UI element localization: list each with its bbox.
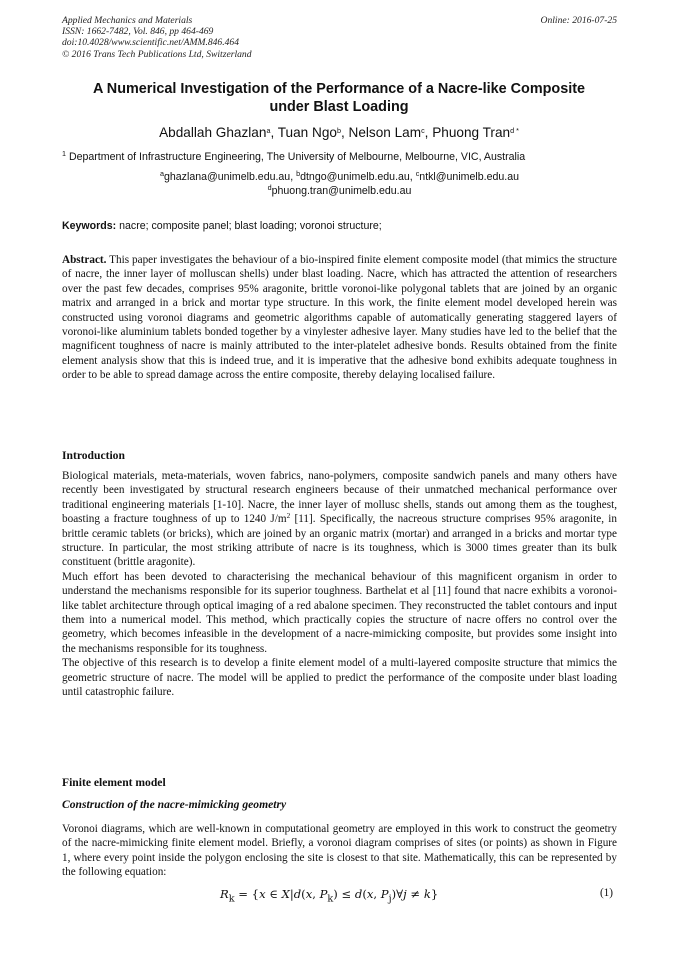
intro-paragraph-1 <box>62 469 617 570</box>
email-line-1 <box>62 170 617 184</box>
unit-superscript: 2 <box>286 512 291 521</box>
eq-symbol: ∀ <box>396 887 404 901</box>
author-name: Nelson Lam <box>348 125 422 140</box>
journal-issn: ISSN: 1662-7482, Vol. 846, pp 464-469 <box>62 26 214 38</box>
introduction-heading: Introduction <box>62 449 125 462</box>
author-separator: , <box>424 125 433 140</box>
journal-name: Applied Mechanics and Materials <box>62 15 193 26</box>
paper-title <box>50 80 628 116</box>
eq-symbol: ≤ <box>337 887 355 901</box>
eq-symbol: ) <box>391 887 397 901</box>
fem-paragraph: Voronoi diagrams, which are well-known in computational geometry are employed in this work to construct the geometry of the nacre-mimicking finite element model. Briefly, a voronoi diagram comprises of sites (or points) as shown in Figure 1, where every point inside the polygon enclosing the site is closest to that site. Mathematically, this can be represented by the following equation: <box>62 823 617 879</box>
keywords-text: nacre; composite panel; blast loading; voronoi structure; <box>116 220 382 232</box>
eq-symbol: P <box>380 887 389 901</box>
eq-symbol: } <box>430 887 439 901</box>
email-link[interactable]: dtngo@unimelb.edu.au, <box>300 171 416 183</box>
author-superscript: b <box>336 126 341 135</box>
author-name: Phuong Tran <box>432 125 511 140</box>
keywords-label: Keywords: <box>62 220 117 232</box>
abstract-label: Abstract. <box>62 254 107 266</box>
author-name: Abdallah Ghazlan <box>159 125 267 140</box>
eq-symbol: d <box>293 887 302 901</box>
eq-symbol: ∈ <box>265 887 282 901</box>
eq-symbol: x <box>259 887 266 901</box>
eq-symbol: d <box>354 887 363 901</box>
author-name: Tuan Ngo <box>277 125 337 140</box>
email-link[interactable]: phuong.tran@unimelb.edu.au <box>271 185 412 197</box>
email-line-2 <box>62 184 617 198</box>
online-date: Online: 2016-07-25 <box>540 15 617 26</box>
abstract-text: This paper investigates the behaviour of a bio-inspired finite element composite model (that mimics the structure of nacre, the inner layer of molluscan shells) under blast loading. Nacre, which has attracted the attention of researchers over the past few decades, comprises 95% aragonite, brittle voronoi-like polygonal tablets that are joined by an organic matrix and arranged in a brick and mortar type structure. In this work, the finite element model developed herein was constructed using voronoi diagrams and geometric algorithms capable of automatically generating staggered layers of voronoi-like aluminium tablets bonded together by a vinylester adhesive layer. Many studies have led to the belief that the magnificent toughness of nacre is mainly attributed to the inter-platelet adhesive bonds. Results obtained from the finite element analysis show that this is indeed true, and it is imperative that the adhesive bond exhibits adequate toughness in order to be able to spread damage across the entire composite, thereby delaying localised failure. <box>62 254 617 382</box>
journal-copyright: © 2016 Trans Tech Publications Ltd, Switzerland <box>62 48 252 60</box>
eq-symbol: | <box>289 887 294 901</box>
intro-paragraph-2: Much effort has been devoted to characterising the mechanical behaviour of this magnificent organism in order to understand the mechanisms responsible for its superior toughness. Barthelat et al [11] found that nacre exhibits a voronoi-like tablet architecture through optical imaging of a red abalone specimen. They reconstructed the tablet contours and input them into a numerical model. This method, which practically copies the structure of nacre offers no control over the geometry, which becomes infeasible in the development of a nacre-mimicking composite, but provides some insight into the mechanisms responsible for its toughness. <box>62 570 617 655</box>
eq-symbol: P <box>319 887 328 901</box>
eq-symbol: = { <box>234 887 260 901</box>
eq-symbol: ≠ <box>406 887 424 901</box>
abstract <box>62 253 617 383</box>
affiliation-text: Department of Infrastructure Engineering, The University of Melbourne, Melbourne, VIC, Australia <box>66 151 526 163</box>
eq-symbol: k <box>423 887 431 901</box>
keywords <box>62 219 617 233</box>
eq-subscript: k <box>228 893 235 905</box>
email-list <box>62 170 617 198</box>
author-superscript: a <box>266 126 271 135</box>
eq-symbol: ) <box>333 887 338 901</box>
email-superscript: c <box>415 169 420 178</box>
email-superscript: b <box>296 169 301 178</box>
title-line-2: under Blast Loading <box>269 99 409 115</box>
introduction-body <box>62 469 617 700</box>
title-line-1: A Numerical Investigation of the Performance of a Nacre-like Composite <box>92 81 586 97</box>
eq-symbol: x <box>366 887 374 901</box>
intro-paragraph-1-text-b: [11]. Specifically, the nacreous structure comprises 95% aragonite, in brittle ceramic tablets (or bricks), which are joined by an organic matrix (mortar) and arranged in a bricks and mortar type structure. In particular, the most striking attribute of nacre is its toughness, which is 3000 times greater than its bulk constituent (brittle aragonite). <box>62 513 617 569</box>
fem-heading: Finite element model <box>62 776 166 789</box>
author-separator: , <box>340 125 349 140</box>
affiliation <box>62 150 622 164</box>
eq-symbol: , <box>312 887 320 901</box>
intro-paragraph-1-text-a: Biological materials, meta-materials, woven fabrics, nano-polymers, composite sandwich panels and many others have recently been investigated by structural research engineers because of their unmatched mechanical performance over traditional engineering materials [1-10]. Nacre, the inner layer of mollusc shells, stands out among them as the toughest, boasting a fracture toughness of up to 1240 J/m <box>62 470 617 526</box>
author-list <box>50 124 628 142</box>
eq-subscript: k <box>327 893 334 905</box>
equation-body <box>220 887 438 904</box>
eq-symbol: ( <box>301 887 306 901</box>
email-superscript: d <box>267 183 272 192</box>
eq-symbol: j <box>403 887 407 901</box>
affiliation-superscript: 1 <box>62 149 66 158</box>
email-link[interactable]: ghazlana@unimelb.edu.au, <box>164 171 297 183</box>
eq-symbol: , <box>373 887 381 901</box>
eq-symbol: ( <box>362 887 367 901</box>
author-superscript: c <box>421 126 425 135</box>
author-superscript: d * <box>510 126 519 135</box>
eq-symbol: x <box>305 887 313 901</box>
equation-1 <box>62 887 617 907</box>
email-link[interactable]: ntkl@unimelb.edu.au <box>419 171 519 183</box>
intro-paragraph-3: The objective of this research is to develop a finite element model of a multi-layered composite structure that mimics the geometric structure of nacre. The model will be applied to predict the performance of the composite under blast loading until catastrophic failure. <box>62 657 617 699</box>
eq-symbol: R <box>220 887 229 901</box>
fem-subheading: Construction of the nacre-mimicking geometry <box>62 798 287 811</box>
author-separator: , <box>270 125 278 140</box>
email-superscript: a <box>160 169 164 178</box>
eq-symbol: X <box>281 887 290 901</box>
journal-doi: doi:10.4028/www.scientific.net/AMM.846.464 <box>62 37 240 49</box>
eq-subscript: j <box>388 893 392 905</box>
equation-number: (1) <box>599 887 613 899</box>
journal-header <box>62 15 617 60</box>
